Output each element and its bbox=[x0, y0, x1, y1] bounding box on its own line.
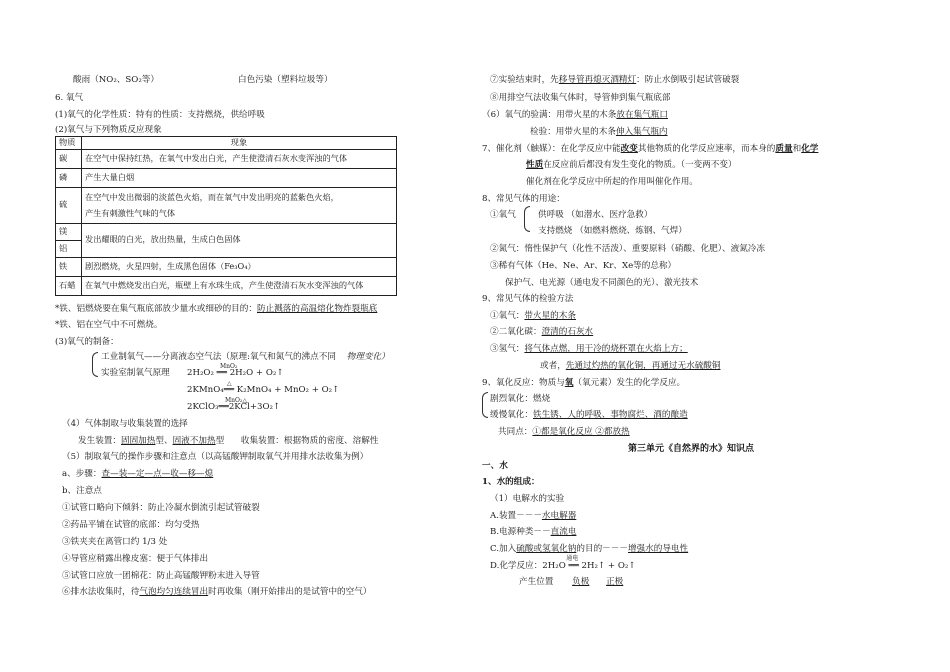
equation-h2o2 bbox=[187, 363, 284, 378]
c-purpose: 增强水的导电性 bbox=[627, 544, 689, 554]
iron-aluminum-note bbox=[55, 304, 377, 314]
condition-electricity: 通电 bbox=[566, 555, 579, 562]
a-label: A.装置－－－ bbox=[490, 511, 542, 521]
cat-and: 和 bbox=[792, 144, 802, 154]
note-point-1: ①试管口略向下倾斜：防止冷凝水倒流引起试管破裂 bbox=[62, 503, 260, 513]
c-mid: 的目的－－－ bbox=[576, 544, 628, 554]
catalyst-effect: 催化剂在化学反应中所起的作用叫催化作用。 bbox=[526, 177, 698, 187]
t-h2-or: 或者， bbox=[540, 361, 566, 371]
note-underlined: 防止溅落的高温熔化物炸裂瓶底 bbox=[256, 304, 378, 314]
water-composition-title: 1、水的组成： bbox=[482, 477, 540, 487]
cat-change: 改变 bbox=[620, 144, 638, 154]
h2-test-alt bbox=[540, 361, 721, 371]
table-row bbox=[56, 223, 397, 240]
oxygen-use-combustion: 支持燃烧 （如燃料燃烧、炼钢、气焊） bbox=[538, 226, 687, 236]
t-co2-method: 澄清的石灰水 bbox=[541, 327, 594, 337]
physical-change-text: 物理变化） bbox=[346, 352, 390, 362]
section-6-title: 6. 氧气 bbox=[55, 93, 84, 103]
note-point-5: ⑤试管口应放一团棉花：防止高锰酸钾粉末进入导管 bbox=[62, 571, 260, 581]
note-point-3: ③铁夹夹在离管口约 1/3 处 bbox=[62, 537, 168, 547]
slow-oxidation bbox=[490, 410, 688, 420]
lab-prep-label: 实验室制氧气原理 bbox=[101, 368, 170, 378]
electrolysis-c bbox=[490, 544, 688, 554]
steps-label: a、步骤： bbox=[62, 469, 102, 479]
substance-cell: 铁 bbox=[56, 257, 82, 276]
c-additive: 硫酸或氢氧化钠 bbox=[516, 544, 577, 554]
reaction-table-title: (2)氧气与下列物质反应现象 bbox=[55, 125, 162, 135]
equation-kclo3 bbox=[187, 397, 281, 412]
p7-text: ⑦实验结束时，先 bbox=[490, 75, 559, 85]
common-underlined: ①都是氧化反应 ②都放热 bbox=[532, 427, 630, 437]
ox-text: 9、氧化反应：物质与 bbox=[482, 378, 565, 388]
phenomenon-cell: 在空气中保持红热，在氧气中发出白光，产生使澄清石灰水变浑浊的气体 bbox=[82, 149, 397, 168]
acid-rain-text: 酸雨（NO₂、SO₂等） bbox=[73, 75, 159, 85]
gas-tests-title: 9、常见气体的检验方法 bbox=[482, 294, 574, 304]
check-underlined: 放在集气瓶口 bbox=[616, 110, 668, 120]
substance-cell: 磷 bbox=[56, 168, 82, 187]
header-substance: 物质 bbox=[56, 137, 82, 150]
t-oxygen-label: ①氧气： bbox=[490, 311, 525, 321]
table-row bbox=[56, 257, 397, 276]
note-point-2: ②药品平铺在试管的底部：均匀受热 bbox=[62, 520, 200, 530]
oxygen-uses-brace bbox=[524, 206, 530, 232]
point-8: ⑧用排空气法收集气体时，导管伸到集气瓶底部 bbox=[490, 93, 671, 103]
phenomenon-line: 产生有刺激性气味的气体 bbox=[85, 208, 176, 219]
phenomenon-line: 在空气中发出微弱的淡蓝色火焰，而在氧气中发出明亮的蓝紫色火焰， bbox=[85, 192, 339, 203]
nitrogen-uses: ②氮气：惰性保护气（化性不活泼）、重要原料（硝酸、化肥）、液氮冷冻 bbox=[490, 244, 765, 254]
test-text: 检验：用带火星的木条 bbox=[530, 127, 616, 137]
point6-tail: 时再收集（刚开始排出的是试管中的空气） bbox=[208, 587, 372, 597]
c-label: C.加入 bbox=[490, 544, 517, 554]
gen-solid-liquid: 固液不加热 bbox=[172, 436, 216, 446]
prep-brace bbox=[92, 352, 98, 377]
gen-solid-heat: 固固加热 bbox=[120, 436, 156, 446]
oxygen-uses-label: ①氧气 bbox=[490, 210, 516, 220]
d-equation: 2H₂O ══ 2H₂↑ + O₂↑ bbox=[542, 561, 636, 571]
header-phenomenon: 现象 bbox=[82, 137, 397, 150]
table-row bbox=[56, 168, 397, 187]
oxygen-test-method bbox=[490, 311, 576, 321]
ox-tail: （氧元素）发生的化学反应。 bbox=[573, 378, 686, 388]
gen-tail: 型 bbox=[215, 436, 225, 446]
electrolysis-b bbox=[490, 527, 576, 537]
phenomenon-cell: 发出耀眼的白光，放出热量，生成白色固体 bbox=[82, 223, 397, 257]
oxygen-test bbox=[530, 127, 668, 137]
substance-cell: 铝 bbox=[56, 240, 82, 257]
gen-sep: 型、 bbox=[155, 436, 173, 446]
t-h2-method: 将气体点燃，用干冷的烧杯罩在火焰上方； bbox=[524, 344, 688, 354]
cat-property: 性质 bbox=[526, 160, 544, 170]
electrolysis-d bbox=[490, 555, 636, 571]
catalyst-definition bbox=[482, 144, 818, 154]
oxygen-reaction-table bbox=[55, 136, 397, 296]
cat-chemical: 化学 bbox=[801, 144, 819, 154]
collect-device: 收集装置：根据物质的密度、溶解性 bbox=[240, 436, 379, 446]
substance-cell: 碳 bbox=[56, 149, 82, 168]
phenomenon-cell: 剧烈燃烧，火星四射，生成黑色固体（Fe₃O₄） bbox=[82, 257, 397, 276]
t-h2-method-alt: 先通过灼热的氧化铜，再通过无水硫酸铜 bbox=[565, 361, 721, 371]
table-row bbox=[56, 276, 397, 295]
note-point-4: ④导管应稍露出橡皮塞：便于气体排出 bbox=[62, 554, 209, 564]
oxygen-prep-title: (3)氧气的制备： bbox=[55, 337, 119, 347]
common-label: 共同点： bbox=[498, 427, 533, 437]
gen-label: 发生装置： bbox=[78, 436, 121, 446]
co2-test-method bbox=[490, 327, 593, 337]
substance-cell: 镁 bbox=[56, 223, 82, 240]
equation-kmno4 bbox=[187, 380, 340, 395]
white-pollution-text: 白色污染（塑料垃圾等） bbox=[238, 75, 333, 85]
point6-underlined: 气泡均匀连续冒出 bbox=[139, 587, 209, 597]
pos-positive: 正极 bbox=[606, 577, 624, 587]
phenomenon-cell: 在氧气中燃烧发出白光，瓶壁上有水珠生成，产生使澄清石灰水变浑浊的气体 bbox=[82, 276, 397, 295]
substance-cell: 石蜡 bbox=[56, 276, 82, 295]
electrode-positions bbox=[519, 577, 627, 587]
pos-negative: 负极 bbox=[572, 577, 590, 587]
pos-label: 产生位置 bbox=[519, 577, 554, 587]
steps-line bbox=[62, 469, 213, 479]
p7-tail: ：防止水倒吸引起试管破裂 bbox=[636, 75, 740, 85]
noble-gas-uses: 保护气、电光源（通电发不同颜色的光）、激光技术 bbox=[505, 278, 699, 288]
industrial-text: 工业制氧气——分离液态空气法（原理:氧气和氮气的沸点不同 bbox=[101, 352, 336, 362]
steps-sequence: 查—装—定—点—收—移—熄 bbox=[101, 469, 214, 479]
equation-text: 2H₂O₂ ══ 2H₂O + O₂↑ bbox=[187, 368, 284, 378]
condition-mno2: MnO₂ bbox=[220, 363, 238, 370]
b-label: B.电源种类－－ bbox=[490, 527, 551, 537]
oxygen-check-full bbox=[482, 110, 668, 120]
note-point-6 bbox=[62, 587, 371, 597]
oxygen-chem-property: (1)氧气的化学性质：特有的性质：支持燃烧，供给呼吸 bbox=[55, 110, 265, 120]
equation-text: 2KClO₃══2KCl+3O₂↑ bbox=[187, 402, 281, 412]
industrial-prep bbox=[101, 352, 390, 362]
condition-heat: △ bbox=[227, 380, 232, 387]
check-text: （6）氧气的验满：用带火星的木条 bbox=[482, 110, 617, 120]
notes-label: b、注意点 bbox=[62, 486, 102, 496]
table-header-row bbox=[56, 137, 397, 150]
test-underlined: 伸入集气瓶内 bbox=[615, 127, 668, 137]
d-label: D.化学反应： bbox=[490, 561, 543, 571]
t-oxygen-method: 带火星的木条 bbox=[524, 311, 576, 321]
unit3-title: 第三单元《自然界的水》知识点 bbox=[628, 444, 755, 454]
apparatus-line bbox=[78, 436, 378, 446]
noble-gases: ③稀有气体（He、Ne、Ar、Kr、Xe等的总称） bbox=[490, 261, 677, 271]
common-points bbox=[498, 427, 630, 437]
ox-oxygen: 氧 bbox=[564, 378, 574, 388]
substance-cell: 硫 bbox=[56, 187, 82, 223]
slow-label: 缓慢氧化： bbox=[490, 410, 533, 420]
equation-text: 2KMnO₄══ K₂MnO₄ + MnO₂ + O₂↑ bbox=[187, 385, 340, 395]
phenomenon-cell: 产生大量白烟 bbox=[82, 168, 397, 187]
oxygen-use-breathing: 供呼吸 （如潜水、医疗急救） bbox=[538, 210, 653, 220]
oxidation-brace bbox=[482, 392, 488, 418]
point-7 bbox=[490, 75, 739, 85]
iron-aluminum-air-note: *铁、铝在空气中不可燃烧。 bbox=[55, 320, 163, 330]
cat-mass: 质量 bbox=[775, 144, 793, 154]
catalyst-definition-cont bbox=[526, 160, 737, 170]
table-row bbox=[56, 187, 397, 223]
b-power: 直流电 bbox=[550, 527, 577, 537]
point6-text: ⑥排水法收集时，待 bbox=[62, 587, 140, 597]
electrolysis-title: （1）电解水的实验 bbox=[490, 494, 565, 504]
note-text: *铁、铝燃烧要在集气瓶底部放少量水或细砂的目的： bbox=[55, 304, 257, 314]
gas-uses-title: 8、常见气体的用途： bbox=[482, 194, 565, 204]
t-co2-label: ②二氧化碳： bbox=[490, 327, 542, 337]
steps-title: （5）制取氧气的操作步骤和注意点（以高锰酸钾制取氧气并用排水法收集为例） bbox=[62, 452, 369, 462]
t-h2-label: ③氢气： bbox=[490, 344, 525, 354]
vigorous-oxidation: 剧烈氧化：燃烧 bbox=[490, 394, 551, 404]
apparatus-title: （4）气体制取与收集装置的选择 bbox=[62, 419, 188, 429]
oxidation-title bbox=[482, 378, 685, 388]
p7-underlined: 移导管再熄灭酒精灯 bbox=[558, 75, 637, 85]
slow-examples: 铁生锈、人的呼吸、事物腐烂、酒的酿造 bbox=[532, 410, 688, 420]
condition-mno2-heat: MnO₂△ bbox=[225, 397, 247, 404]
cat-mid: 其他物质的化学反应速率，而本身的 bbox=[637, 144, 776, 154]
electrolysis-a bbox=[490, 511, 576, 521]
cat-tail: 在反应前后都没有发生变化的物质。（一变两不变） bbox=[543, 160, 737, 170]
table-row bbox=[56, 149, 397, 168]
phenomenon-cell bbox=[82, 187, 397, 223]
h2-test-method bbox=[490, 344, 688, 354]
cat-text: 7、催化剂（触媒）：在化学反应中能 bbox=[482, 144, 621, 154]
water-section-title: 一、水 bbox=[482, 461, 508, 471]
a-device: 水电解器 bbox=[541, 511, 577, 521]
